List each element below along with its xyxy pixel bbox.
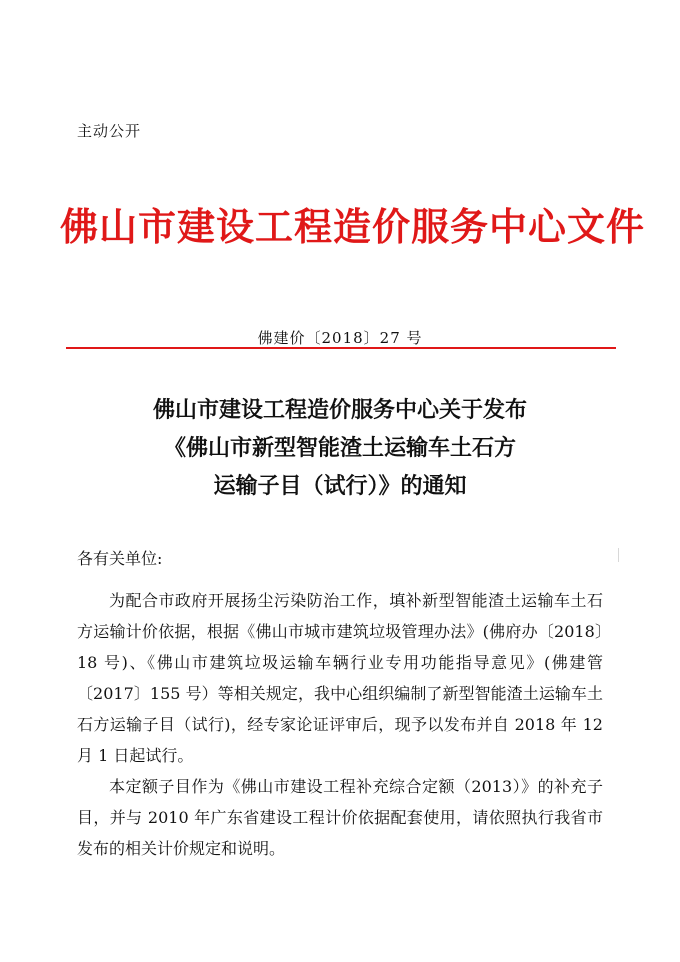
salutation: 各有关单位: — [77, 549, 163, 568]
body-text — [77, 585, 603, 864]
notice-title — [60, 392, 620, 506]
scan-artifact-mark — [618, 548, 619, 562]
document-number: 佛建价〔2018〕27 号 — [257, 329, 423, 347]
body-paragraph-2: 本定额子目作为《佛山市建设工程补充综合定额（2013）》的补充子目，并与 2010 年广东省建设工程计价依据配套使用，请依照执行我省市发布的相关计价规定和说明。 — [77, 777, 603, 858]
letterhead-title: 佛山市建设工程造价服务中心文件 — [60, 205, 646, 249]
notice-title-line-1: 佛山市建设工程造价服务中心关于发布 — [152, 398, 527, 423]
body-paragraph-1: 为配合市政府开展扬尘污染防治工作，填补新型智能渣土运输车土石方运输计价依据，根据《佛山市城市建筑垃圾管理办法》(佛府办〔2018〕18 号)、《佛山市建筑垃圾运输车辆行业专用功能指导意见》(佛建管〔2017〕155 号）等相关规定，我中心组织编制了新型智能渣土运输车土石方运输子目（试行)，经专家论证评审后，现予以发布并自 2018 年 12 月 1 日起试行。 — [77, 591, 603, 765]
red-divider-line — [66, 347, 616, 349]
notice-title-line-3: 运输子目（试行）》的通知 — [213, 474, 467, 499]
notice-title-line-2: 《佛山市新型智能渣土运输车土石方 — [163, 436, 516, 461]
disclosure-label: 主动公开 — [77, 122, 142, 140]
